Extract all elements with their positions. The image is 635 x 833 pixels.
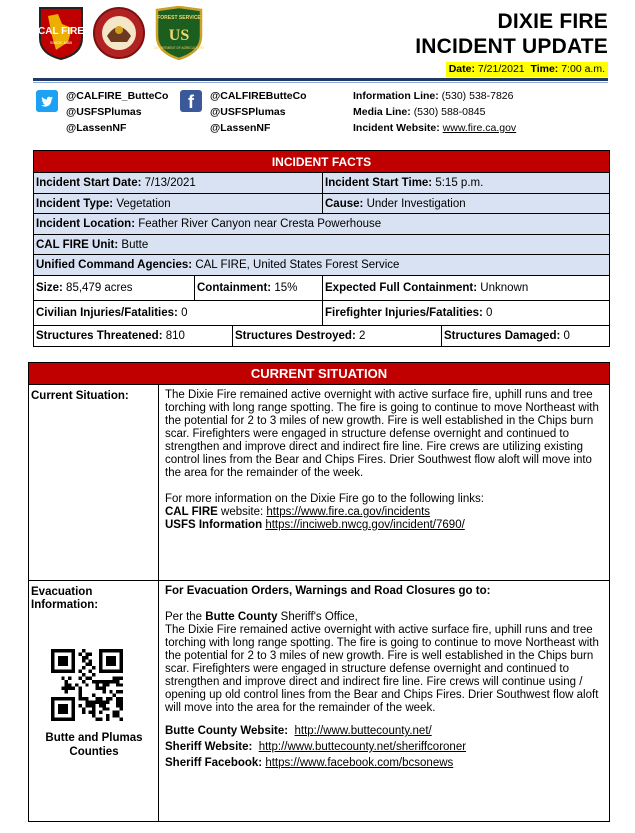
oes-seal-logo [93, 6, 145, 60]
incident-type-cell [34, 194, 322, 214]
situation-row [29, 385, 609, 581]
current-situation-heading: CURRENT SITUATION [29, 363, 609, 385]
twitter-handles [66, 88, 168, 136]
evacuation-heading-wrap [165, 585, 604, 598]
facts-row-size [34, 276, 609, 301]
destroyed-value: 2 [359, 329, 366, 342]
size-cell [34, 276, 194, 300]
calfire-link-label: CAL FIRE [165, 506, 218, 518]
calfire-logo [38, 6, 84, 60]
containment-value: 15% [274, 281, 298, 294]
usfs-logo-center: US [168, 27, 190, 44]
calfire-link-suffix: website: [217, 506, 267, 518]
evacuation-heading: For Evacuation Orders, Warnings and Road Closures go to: [165, 585, 491, 597]
unit-cell [34, 235, 609, 255]
facts-row-injuries [34, 301, 609, 326]
full-containment-value: Unknown [480, 281, 529, 294]
sheriff-website-link[interactable]: http://www.buttecounty.net/sheriffcoroner [258, 741, 467, 753]
evacuation-websites [165, 723, 604, 771]
unit-value: Butte [121, 238, 149, 251]
cause-value: Under Investigation [366, 197, 466, 210]
facts-row-type [34, 194, 609, 215]
agency-logos [38, 6, 218, 62]
media-line-value: (530) 588-0845 [413, 106, 486, 118]
destroyed-label: Structures Destroyed: [235, 329, 356, 342]
twitter-handle[interactable]: @LassenNF [66, 122, 127, 134]
evacuation-text: The Dixie Fire remained active overnight with active surface fire, uphill runs and tree torching with long range spotting. The fire is going to continue to move Northeast with the potential for 2 to 3 miles of new growth. Fire is well established in the Chips burn scar. Firefighters were engaged in structure defense overnight and continued to strengthen and improve direct and indirect fire line. Fire crews will continue using / opening up old control lines from the Bear and Chips Fires. Drier Southwest flow aloft will move into the area for the remainder of the week. [165, 624, 599, 714]
twitter-handle[interactable]: @CALFIRE_ButteCo [66, 90, 169, 102]
agencies-cell [34, 255, 609, 275]
agencies-value: CAL FIRE, United States Forest Service [195, 259, 400, 271]
civilian-value: 0 [181, 306, 188, 319]
containment-cell [194, 276, 322, 300]
butte-website-label: Butte County Website: [165, 725, 289, 737]
agencies-label: Unified Command Agencies: [36, 259, 193, 271]
firefighter-value: 0 [486, 306, 493, 319]
facts-row-location [34, 214, 609, 235]
facts-row-agencies [34, 255, 609, 276]
facebook-handles [210, 88, 307, 136]
per-suffix: Sheriff's Office, [277, 611, 358, 623]
evacuation-body [159, 581, 609, 821]
calfire-logo-small: SINCE 1885 [49, 40, 73, 45]
media-line-label: Media Line: [353, 106, 411, 118]
usfs-link-label: USFS Information [165, 519, 263, 531]
sheriff-website-line [165, 739, 604, 755]
qr-code-icon[interactable] [51, 649, 123, 721]
sheriff-website-label: Sheriff Website: [165, 741, 253, 753]
start-date-value: 7/13/2021 [144, 177, 196, 189]
start-time-cell [322, 173, 609, 193]
per-sheriff-line [165, 611, 604, 624]
title-line-2: INCIDENT UPDATE [415, 35, 608, 58]
evacuation-label: Evacuation Information: [31, 586, 99, 611]
sheriff-facebook-link[interactable]: https://www.facebook.com/bcsonews [265, 757, 454, 769]
usfs-logo-top: FOREST SERVICE [157, 15, 201, 21]
full-containment-cell [322, 276, 609, 300]
damaged-value: 0 [563, 329, 570, 342]
calfire-logo-text: CAL FIRE [38, 26, 84, 37]
start-time-label: Incident Start Time: [325, 177, 433, 189]
per-prefix: Per the [165, 611, 206, 623]
incident-facts-table [33, 150, 610, 347]
inciweb-link[interactable]: https://inciweb.nwcg.gov/incident/7690/ [265, 519, 465, 531]
facebook-handle[interactable]: @CALFIREButteCo [210, 90, 307, 102]
size-label: Size: [36, 281, 63, 294]
time-label: Time: [530, 63, 559, 75]
media-line [353, 104, 516, 120]
usfs-shield-logo [154, 6, 204, 60]
firefighter-label: Firefighter Injuries/Fatalities: [325, 306, 483, 319]
incident-type-value: Vegetation [116, 197, 171, 210]
firefighter-cell [322, 301, 609, 325]
title-block [415, 9, 608, 77]
unit-label: CAL FIRE Unit: [36, 238, 119, 251]
situation-body [159, 385, 609, 580]
incident-website-link[interactable]: www.fire.ca.gov [442, 122, 517, 134]
date-time-bar [446, 62, 608, 77]
incident-website [353, 120, 516, 136]
evacuation-row [29, 581, 609, 821]
start-date-label: Incident Start Date: [36, 177, 142, 189]
time-value: 7:00 a.m. [561, 63, 605, 75]
threatened-cell [34, 326, 232, 347]
sheriff-facebook-line [165, 755, 604, 771]
threatened-label: Structures Threatened: [36, 329, 163, 342]
qr-caption: Butte and Plumas Counties [45, 732, 143, 758]
cause-label: Cause: [325, 197, 364, 210]
facts-row-unit [34, 235, 609, 256]
containment-label: Containment: [197, 281, 272, 294]
facts-row-structures [34, 326, 609, 347]
information-line-label: Information Line: [353, 90, 439, 102]
twitter-handle[interactable]: @USFSPlumas [66, 106, 142, 118]
usfs-logo-bottom: DEPARTMENT OF AGRICULTURE [154, 46, 204, 50]
header-rule-thin [33, 82, 608, 83]
facebook-handle[interactable]: @USFSPlumas [210, 106, 286, 118]
sheriff-facebook-label: Sheriff Facebook: [165, 757, 263, 769]
incident-type-label: Incident Type: [36, 197, 114, 210]
size-value: 85,479 acres [66, 281, 133, 294]
usfs-link-line [165, 519, 604, 532]
info-lines [353, 88, 516, 136]
incident-facts-heading: INCIDENT FACTS [34, 151, 609, 173]
current-situation-table [28, 362, 610, 822]
title-line-1: DIXIE FIRE [497, 10, 608, 33]
calfire-link-line [165, 506, 604, 519]
information-line-value: (530) 538-7826 [441, 90, 514, 102]
per-county: Butte County [205, 611, 278, 623]
incident-website-label: Incident Website: [353, 122, 440, 134]
date-value: 7/21/2021 [477, 63, 525, 75]
civilian-label: Civilian Injuries/Fatalities: [36, 306, 178, 319]
start-date-cell [34, 173, 322, 193]
cause-cell [322, 194, 609, 214]
situation-text: The Dixie Fire remained active overnight with active surface fire, uphill runs and tree torching with long range spotting. The fire is going to continue to move Northeast with the potential for 2 to 3 miles of new growth. Fire is well established in the Chips burn scar. Firefighters were engaged in structure defense overnight and continued to strengthen and improve direct and indirect fire line. Fire crews are utilizing existing control lines from the Bear and Chips Fires. Drier Southwest flow aloft will move into the area for the remainder of the week. [165, 389, 599, 479]
calfire-incidents-link[interactable]: https://www.fire.ca.gov/incidents [266, 506, 431, 518]
damaged-cell [441, 326, 609, 347]
civilian-cell [34, 301, 322, 325]
date-label: Date: [448, 63, 475, 75]
facebook-handle[interactable]: @LassenNF [210, 122, 271, 134]
threatened-value: 810 [165, 329, 185, 342]
butte-website-line [165, 723, 604, 739]
header-rule [33, 78, 608, 81]
situation-label: Current Situation: [29, 385, 159, 580]
destroyed-cell [232, 326, 441, 347]
facts-row-start [34, 173, 609, 194]
location-label: Incident Location: [36, 218, 136, 230]
information-line [353, 88, 516, 104]
full-containment-label: Expected Full Containment: [325, 281, 478, 294]
damaged-label: Structures Damaged: [444, 329, 561, 342]
start-time-value: 5:15 p.m. [435, 177, 484, 189]
evacuation-label-cell [29, 581, 159, 821]
more-info-text: For more information on the Dixie Fire go to the following links: [165, 493, 484, 505]
location-cell [34, 214, 609, 234]
butte-website-link[interactable]: http://www.buttecounty.net/ [294, 725, 432, 737]
facebook-icon: f [180, 90, 202, 112]
twitter-icon [36, 90, 58, 112]
location-value: Feather River Canyon near Cresta Powerhouse [138, 218, 382, 230]
